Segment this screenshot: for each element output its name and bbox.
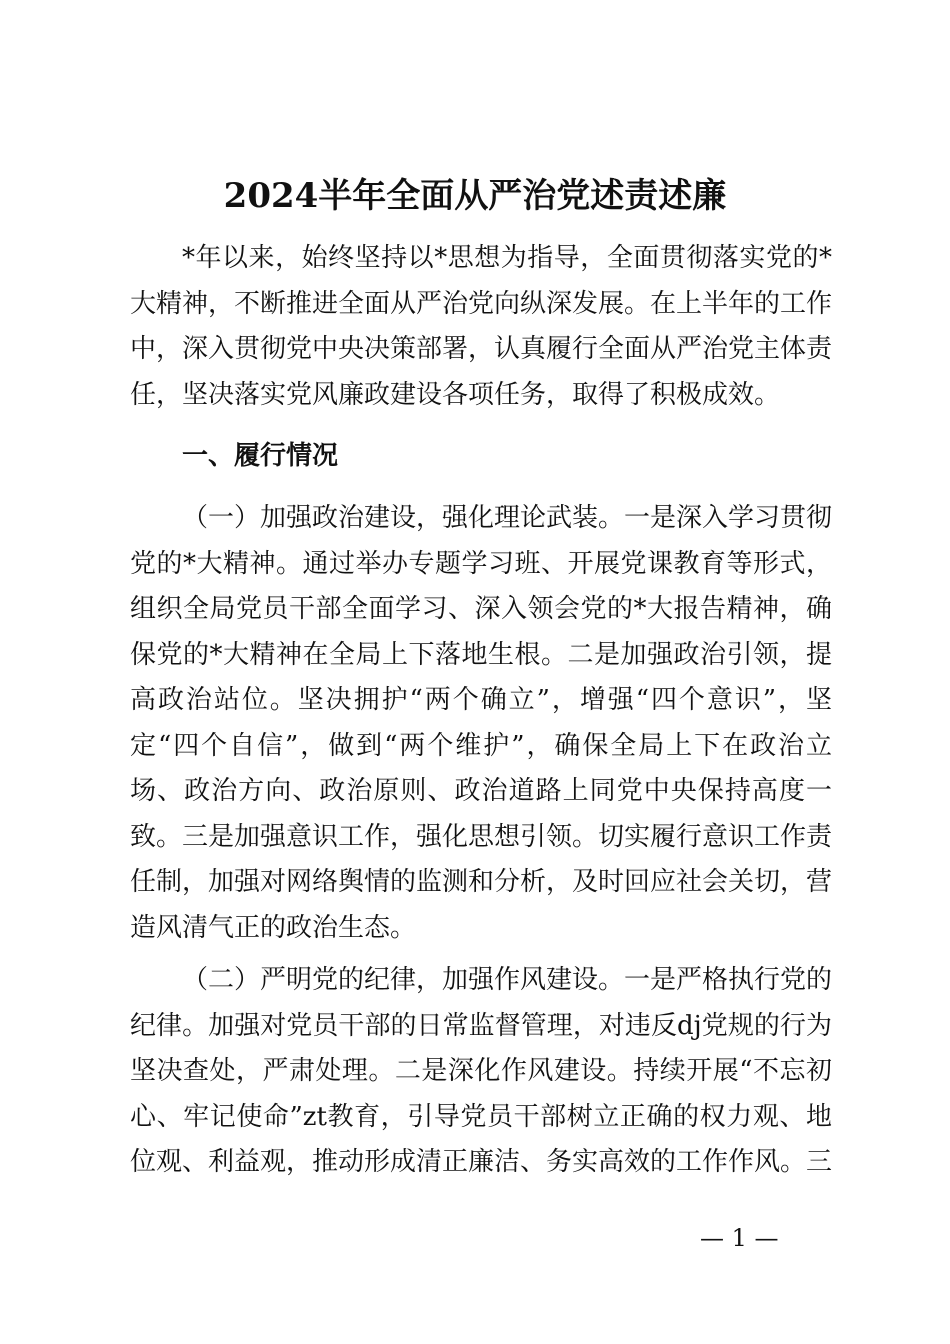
section-heading: 一、履行情况 [182, 441, 339, 471]
paragraph-political-construction: （一）加强政治建设，强化理论武装。一是深入学习贯彻党的*大精神。通过举办专题学习班、开展党课教育等形式，组织全局党员干部全面学习、深入领会党的*大报告精神，确保党的*大精神在全局上下落地生根。二是加强政治引领，提高政治站位。坚决拥护“两个确立”，增强“四个意识”，坚定“四个自信”，做到“两个维护”，确保全局上下在政治立场、政治方向、政治原则、政治道路上同党中央保持高度一致。三是加强意识工作，强化思想引领。切实履行意识工作责任制，加强对网络舆情的监测和分析，及时回应社会关切，营造风清气正的政治生态。 [130, 503, 833, 943]
paragraph-party-discipline: （二）严明党的纪律，加强作风建设。一是严格执行党的纪律。加强对党员干部的日常监督管理，对违反dj党规的行为坚决查处，严肃处理。二是深化作风建设。持续开展“不忘初心、牢记使命”zt教育，引导党员干部树立正确的权力观、地位观、利益观，推动形成清正廉洁、务实高效的工作作风。三 [130, 965, 833, 1177]
document-title: 2024半年全面从严治党述责述廉 [223, 176, 727, 216]
page-number: — 1 — [700, 1224, 779, 1252]
intro-paragraph: *年以来，始终坚持以*思想为指导，全面贯彻落实党的*大精神，不断推进全面从严治党向纵深发展。在上半年的工作中，深入贯彻党中央决策部署，认真履行全面从严治党主体责任，坚决落实党风廉政建设各项任务，取得了积极成效。 [130, 243, 833, 410]
